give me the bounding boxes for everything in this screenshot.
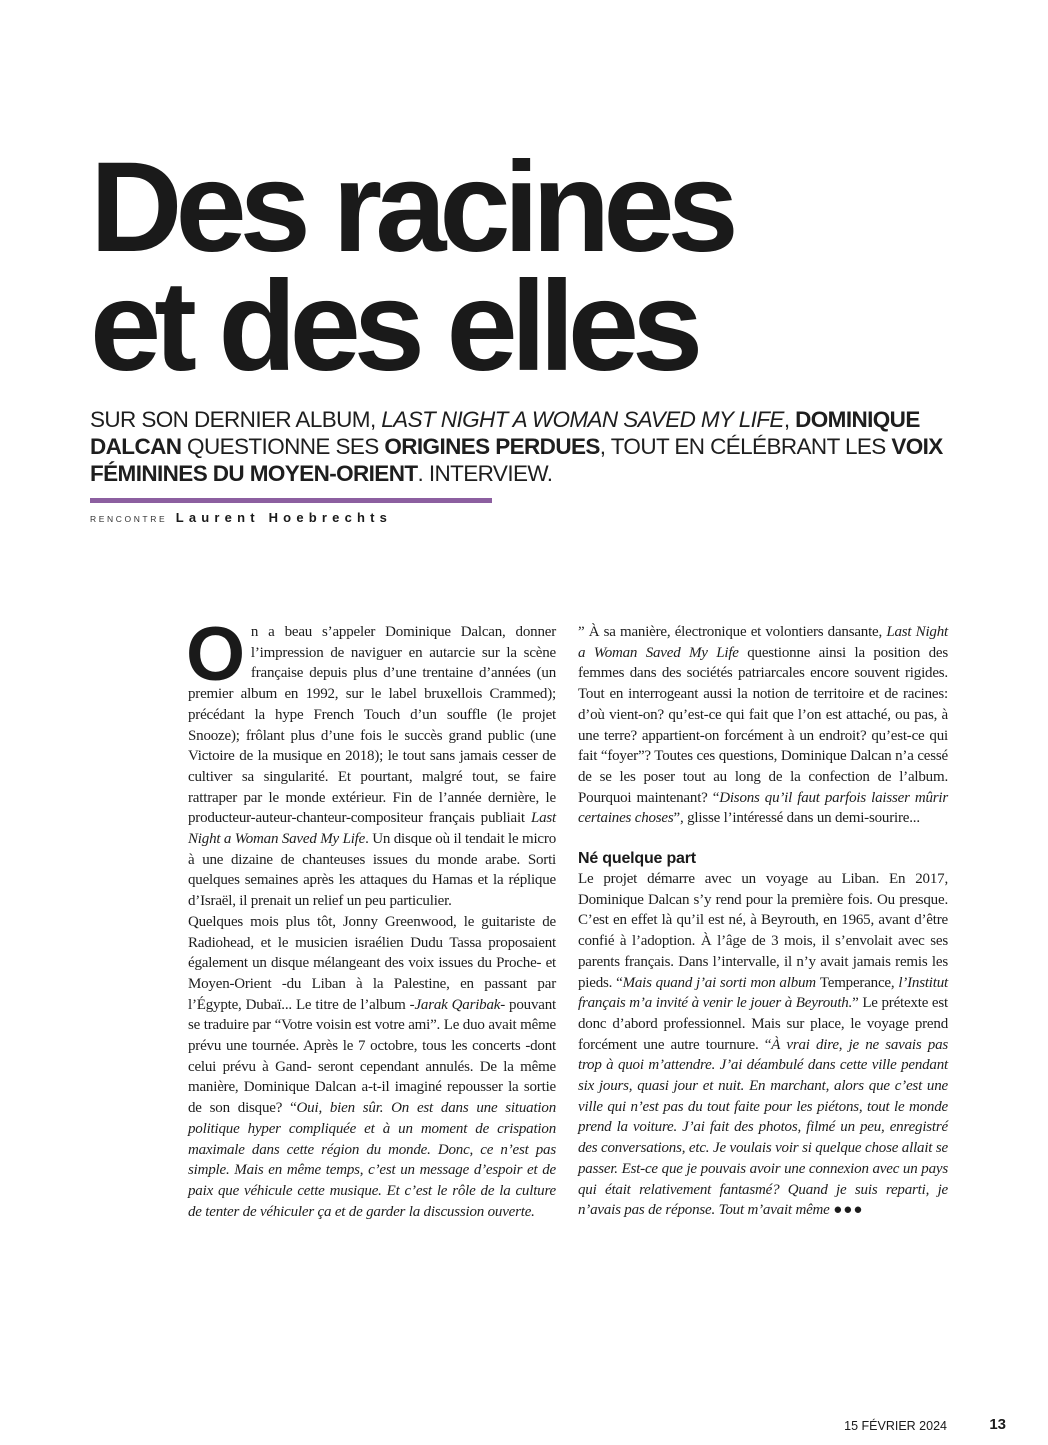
article-paragraph-continued [578, 622, 948, 829]
album-title: Jarak Qaribak [414, 996, 501, 1013]
drop-cap: O [186, 612, 245, 697]
quote-text: , l’Institut français m’a invité à venir le jouer à Beyrouth. [578, 974, 949, 1012]
standfirst-text: SUR SON DERNIER ALBUM, [90, 407, 382, 432]
quote-text: Oui, bien sûr. On est dans une situation politique hyper compliquée et à un moment de crispation maximale dans cette région du monde. Donc, ce n’est pas simple. Mais en même temps, c’est un message d’espoir et de paix que véhicule cette musique. Et c’est le rôle de la culture de tenter de véhiculer ça et de garder la discussion ouverte. [188, 1100, 556, 1220]
folio-date: 15 FÉVRIER 2024 [844, 1419, 947, 1433]
album-title: Last Night a Woman Saved My Life [578, 624, 948, 661]
continue-marker: ●●● [833, 1201, 864, 1219]
byline-label: RENCONTRE [90, 514, 168, 524]
article-column-2 [578, 622, 948, 1221]
standfirst-album-title: LAST NIGHT A WOMAN SAVED MY LIFE [381, 407, 784, 432]
section-subhead: Né quelque part [578, 850, 696, 868]
standfirst [90, 406, 950, 487]
article-column-1 [186, 612, 556, 1222]
body-text: Quelques mois plus tôt, Jonny Greenwood, le guitariste de Radiohead, et le musicien israélien Dudu Tassa proposaient également un disque mélangeant des voix issues du Proche- et Moyen-Orient -du Liban à la Palestine, en passant par l’Égypte, Dubaï... Le titre de l’album - [188, 913, 556, 1013]
standfirst-text: , TOUT EN CÉLÉBRANT LES [599, 434, 892, 459]
body-text: - pouvant se traduire par “Votre voisin est votre ami”. Le duo avait même prévu une tournée. Après le 7 octobre, tous les concerts -dont celui prévu à Gand- seront cependant annulés. De la même manière, Dominique Dalcan a-t-il imaginé repousser la sortie de son disque? “ [188, 996, 556, 1117]
body-text: ” À sa manière, électronique et volontiers dansante, [578, 624, 887, 640]
body-text: n a beau s’appeler Dominique Dalcan, donner l’impression de naviguer en autarcie sur la scène française depuis plus d’une trentaine d’années (un premier album en 1992, sur le label bruxellois Crammed); précédant la hype French Touch d’un souffle (le projet Snooze); frôlant plus d’une fois le succès grand public (une Victoire de la musique en 2018); le tout sans jamais cesser de cultiver sa singularité. Et pourtant, malgré tout, se faire rattraper par le monde extérieur. Fin de l’année dernière, le producteur-auteur-chanteur-compositeur français publiait [188, 624, 556, 827]
page-number: 13 [989, 1416, 1006, 1433]
quote-text: À vrai dire, je ne savais pas trop à quoi m’attendre. J’ai déambulé dans cette ville pendant six jours, quasi jour et nuit. En marchant, alors que c’est une ville qui n’est pas du tout faite pour les piétons, tout le monde prend la voiture. J’ai fait des photos, filmé un peu, enregistré des conversations, etc. Je voulais voir si quelque chose allait se passer. Est-ce que je pouvais avoir une connexion avec un pays qui était relativement fantasmé? Quand je suis reparti, je n’avais pas de réponse. Tout m’avait même [578, 1036, 949, 1219]
headline-line-2: et des elles [90, 255, 697, 398]
standfirst-text: , [783, 407, 796, 432]
byline [90, 509, 510, 527]
album-title: Temperance [819, 974, 891, 991]
body-text: ”, glisse l’intéressé dans un demi-sourire... [673, 810, 920, 827]
byline-author: Laurent Hoebrechts [175, 510, 393, 525]
headline [90, 136, 990, 398]
standfirst-highlight: VOIX FÉMININES DU MOYEN-ORIENT [90, 434, 943, 486]
quote-text: Disons qu’il faut parfois laisser mûrir certaines choses [578, 789, 948, 827]
standfirst-highlight: ORIGINES PERDUES [384, 434, 600, 459]
body-text: . Un disque où il tendait le micro à une dizaine de chanteuses issues du monde arabe. Sorti quelques semaines après les attaques du Hamas et la réplique d’Israël, il prenait un relief un peu particulier. [188, 831, 556, 910]
album-title: Last Night a Woman Saved My Life [188, 810, 556, 848]
standfirst-text: . INTERVIEW. [417, 461, 553, 486]
article-paragraph [188, 912, 556, 1223]
body-text: ” Le prétexte est donc d’abord professionnel. Mais sur place, le voyage prend forcément une autre tournure. “ [578, 995, 948, 1053]
body-text: Le projet démarre avec un voyage au Liban. En 2017, Dominique Dalcan s’y rend pour la première fois. Ou presque. C’est en effet là qu’il est né, à Beyrouth, en 1965, avant d’être confié à l’adoption. À l’âge de 3 mois, il s’envolait avec ses parents français. Dans l’intervalle, il n’y avait jamais remis les pieds. “ [578, 871, 948, 991]
article-paragraph [186, 612, 556, 912]
accent-rule [90, 498, 492, 503]
body-text: questionne ainsi la position des femmes dans des sociétés patriarcales encore souvent rigides. Tout en interrogeant aussi la notion de territoire et de racines: d’où vient-on? qu’est-ce qui fait que l’on est attaché, ou pas, à une terre? appartient-on forcément à un endroit? qu’est-ce qui fait “foyer”? Toutes ces questions, Dominique Dalcan n’a cessé de se les poser tout au long de la confection de l’album. Pourquoi maintenant? “ [578, 644, 948, 806]
headline-line-1: Des racines [90, 136, 732, 279]
quote-text: Mais quand j’ai sorti mon album [622, 974, 820, 991]
standfirst-artist-name: DOMINIQUE DALCAN [90, 407, 920, 459]
article-paragraph [578, 869, 948, 1221]
standfirst-text: QUESTIONNE SES [181, 434, 385, 459]
